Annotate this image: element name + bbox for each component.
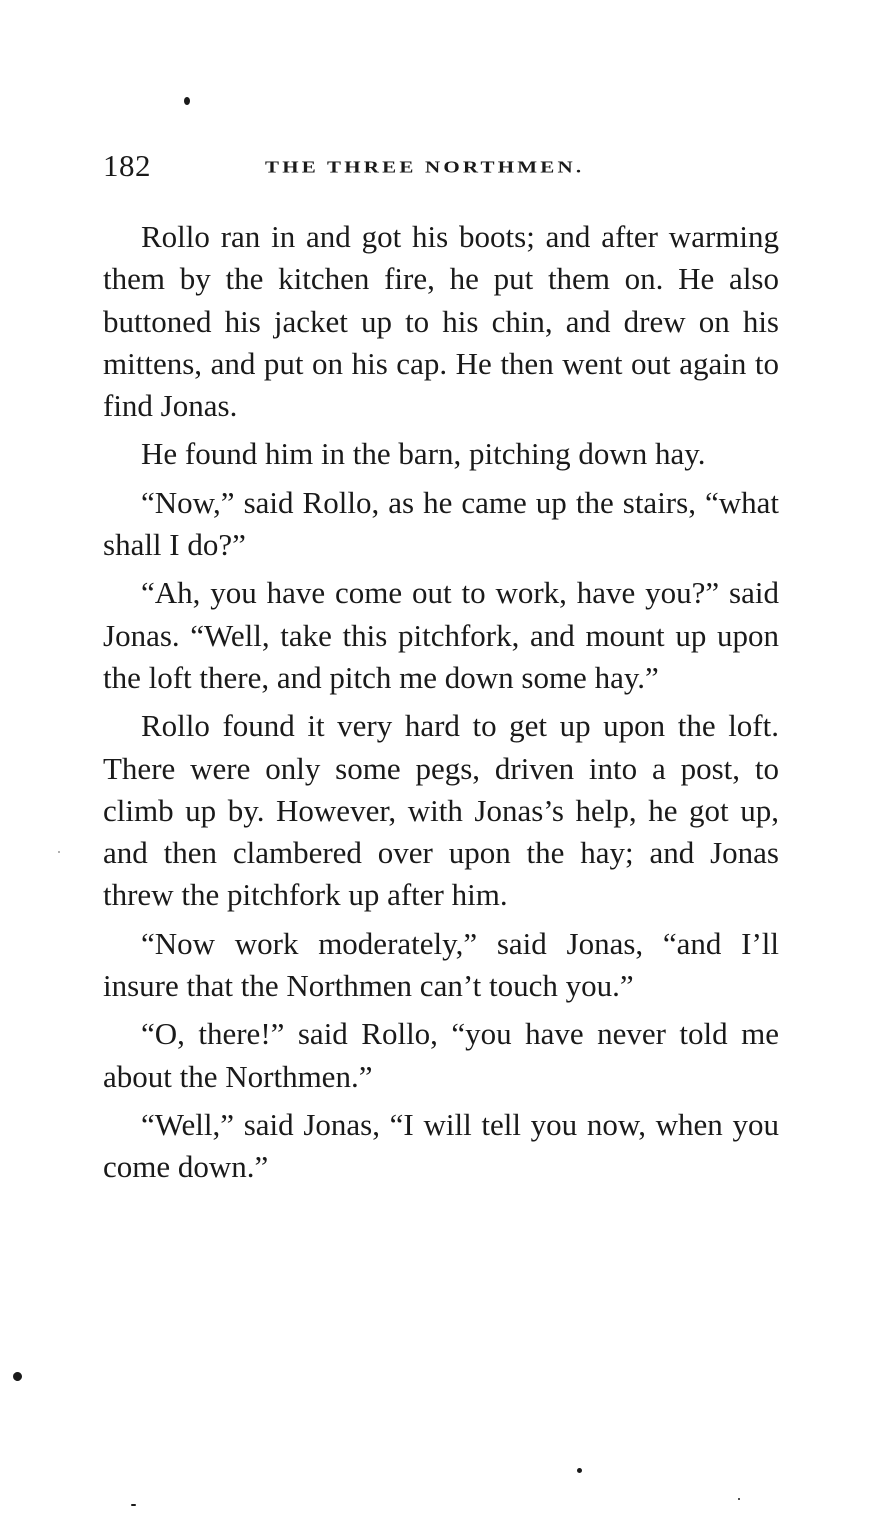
paragraph-1: Rollo ran in and got his boots; and after warming them by the kitchen fire, he put them on. He also buttoned his jacket up to his chin, and drew on his mittens, and put on his cap. He then went out again to find Jonas. xyxy=(103,219,779,424)
paragraph-6: “Now work moderately,” said Jonas, “and I’ll insure that the Northmen can’t touch you.” xyxy=(103,925,779,1004)
paragraph-5: Rollo found it very hard to get up upon the loft. There were only some pegs, driven into a post, to climb up by. However, with Jonas’s help, he got up, and then clambered over upon the hay; and Jonas threw the pitchfork up after him. xyxy=(103,708,779,913)
paragraph-3: “Now,” said Rollo, as he came up the stairs, “what shall I do?” xyxy=(103,484,779,563)
paragraph-4: “Ah, you have come out to work, have you?” said Jonas. “Well, take this pitchfork, and mount up upon the loft there, and pitch me down some hay.” xyxy=(103,575,779,695)
ink-speck xyxy=(131,1504,136,1506)
paragraph-2: He found him in the barn, pitching down hay. xyxy=(141,436,706,472)
page-header xyxy=(103,148,783,188)
paragraph-8: “Well,” said Jonas, “I will tell you now, when you come down.” xyxy=(103,1106,779,1185)
page-number: 182 xyxy=(103,148,151,183)
ink-speck xyxy=(738,1498,740,1500)
running-title: THE THREE NORTHMEN. xyxy=(265,156,585,177)
ink-blot xyxy=(11,1370,23,1382)
ink-speck xyxy=(58,851,60,853)
body-text xyxy=(103,216,779,1195)
ink-speck xyxy=(577,1468,582,1473)
ink-speck xyxy=(184,97,190,105)
paragraph-7: “O, there!” said Rollo, “you have never told me about the Northmen.” xyxy=(103,1016,779,1094)
